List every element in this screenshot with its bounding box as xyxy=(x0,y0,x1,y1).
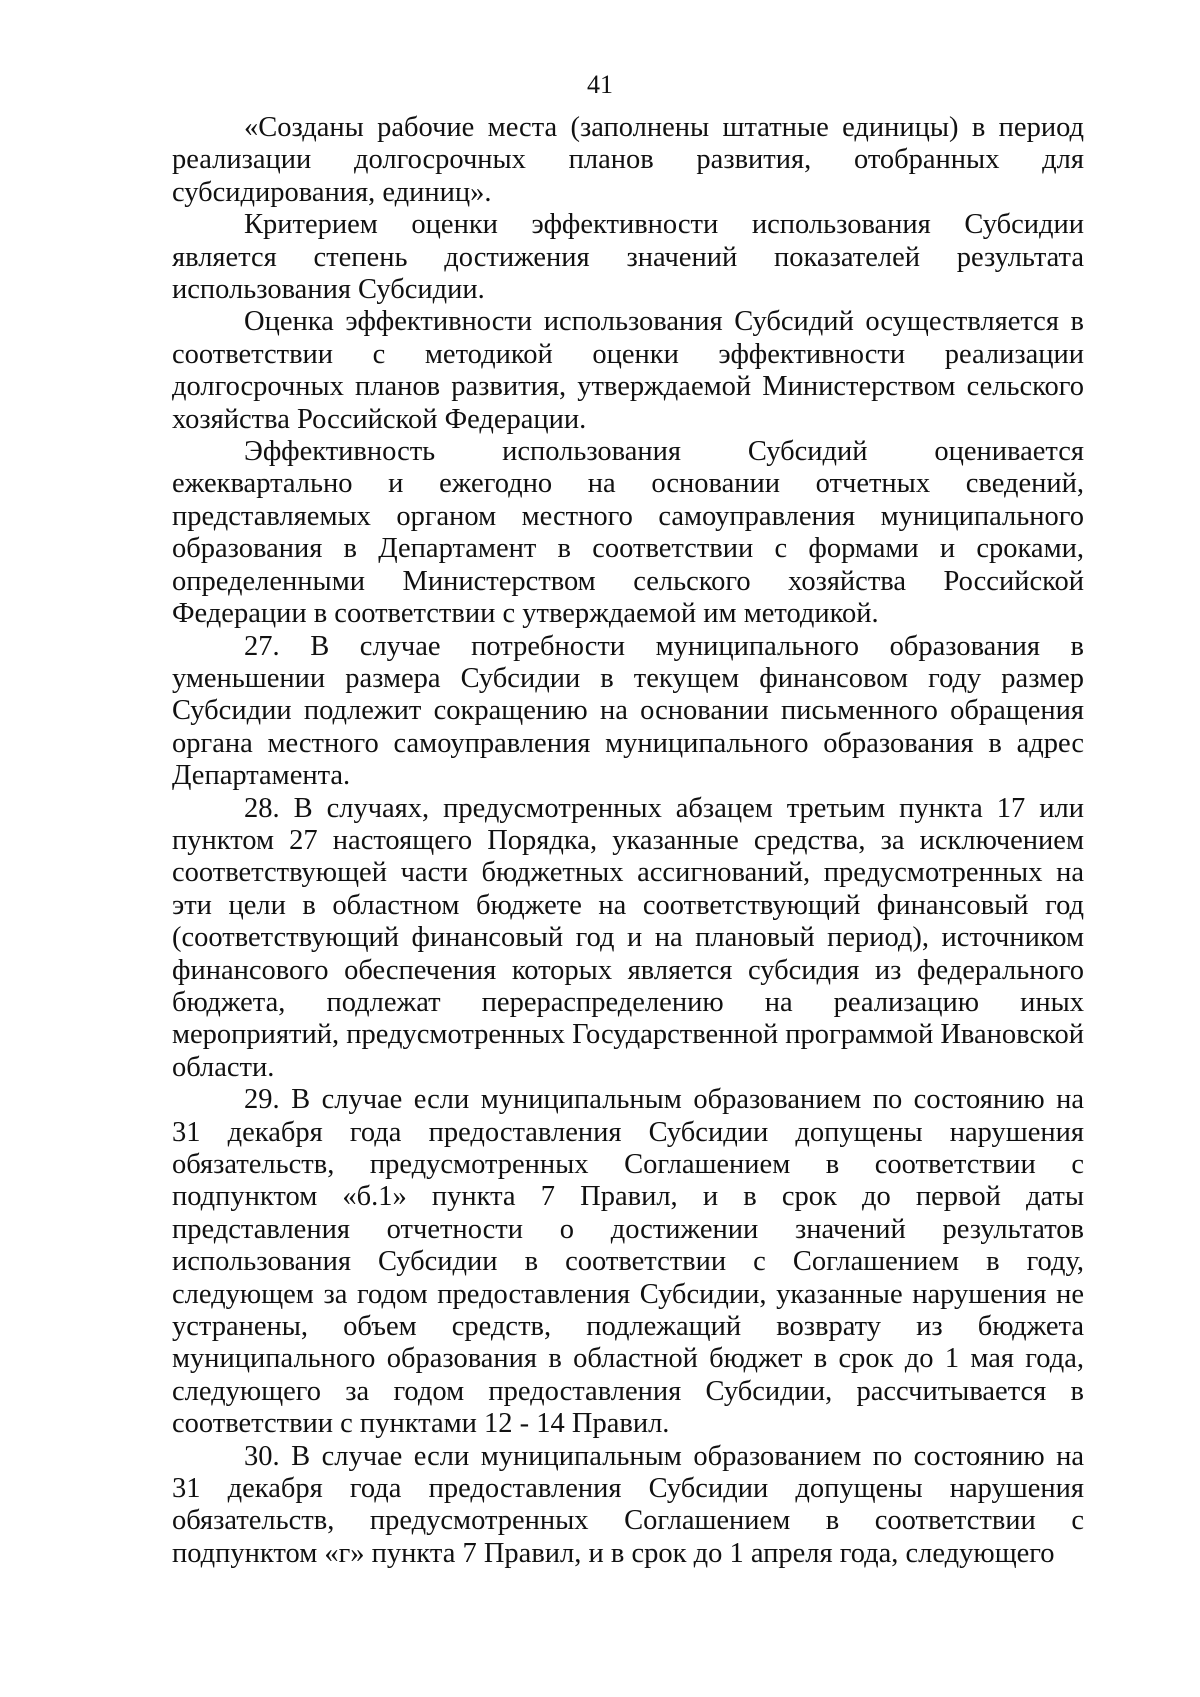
paragraph-created-jobs-indicator: «Созданы рабочие места (заполнены штатные единицы) в период реализации долгосрочных планов развития, отобранных для субсидирования, единиц». xyxy=(172,112,1084,208)
paragraph-item-27: 27. В случае потребности муниципального образования в уменьшении размера Субсидии в текущем финансовом году размер Субсидии подлежит сокращению на основании письменного обращения органа местного самоуправления муниципального образования в адрес Департамента. xyxy=(172,630,1084,792)
paragraph-efficiency-evaluation: Оценка эффективности использования Субсидий осуществляется в соответствии с методикой оценки эффективности реализации долгосрочных планов развития, утверждаемой Министерством сельского хозяйства Российской Федерации. xyxy=(172,306,1084,435)
page-number: 41 xyxy=(587,70,613,99)
paragraph-efficiency-criterion: Критерием оценки эффективности использования Субсидии является степень достижения значений показателей результата использования Субсидии. xyxy=(172,209,1084,306)
document-body xyxy=(172,112,1084,1570)
paragraph-item-30: 30. В случае если муниципальным образованием по состоянию на 31 декабря года предоставления Субсидии допущены нарушения обязательств, предусмотренных Соглашением в соответствии с подпунктом «г» пункта 7 Правил, и в срок до 1 апреля года, следующего xyxy=(172,1440,1084,1569)
paragraph-efficiency-reporting: Эффективность использования Субсидий оценивается ежеквартально и ежегодно на основании отчетных сведений, представляемых органом местного самоуправления муниципального образования в Департамент в соответствии с формами и сроками, определенными Министерством сельского хозяйства Российской Федерации в соответствии с утверждаемой им методикой. xyxy=(172,436,1084,630)
paragraph-item-28: 28. В случаях, предусмотренных абзацем третьим пункта 17 или пунктом 27 настоящего Порядка, указанные средства, за исключением соответствующей части бюджетных ассигнований, предусмотренных на эти цели в областном бюджете на соответствующий финансовый год (соответствующий финансовый год и на плановый период), источником финансового обеспечения которых является субсидия из федерального бюджета, подлежат перераспределению на реализацию иных мероприятий, предусмотренных Государственной программой Ивановской области. xyxy=(172,792,1084,1083)
paragraph-item-29: 29. В случае если муниципальным образованием по состоянию на 31 декабря года предоставления Субсидии допущены нарушения обязательств, предусмотренных Соглашением в соответствии с подпунктом «б.1» пункта 7 Правил, и в срок до первой даты представления отчетности о достижении значений результатов использования Субсидии в соответствии с Соглашением в году, следующем за годом предоставления Субсидии, указанные нарушения не устранены, объем средств, подлежащий возврату из бюджета муниципального образования в областной бюджет в срок до 1 мая года, следующего за годом предоставления Субсидии, рассчитывается в соответствии с пунктами 12 - 14 Правил. xyxy=(172,1084,1084,1440)
